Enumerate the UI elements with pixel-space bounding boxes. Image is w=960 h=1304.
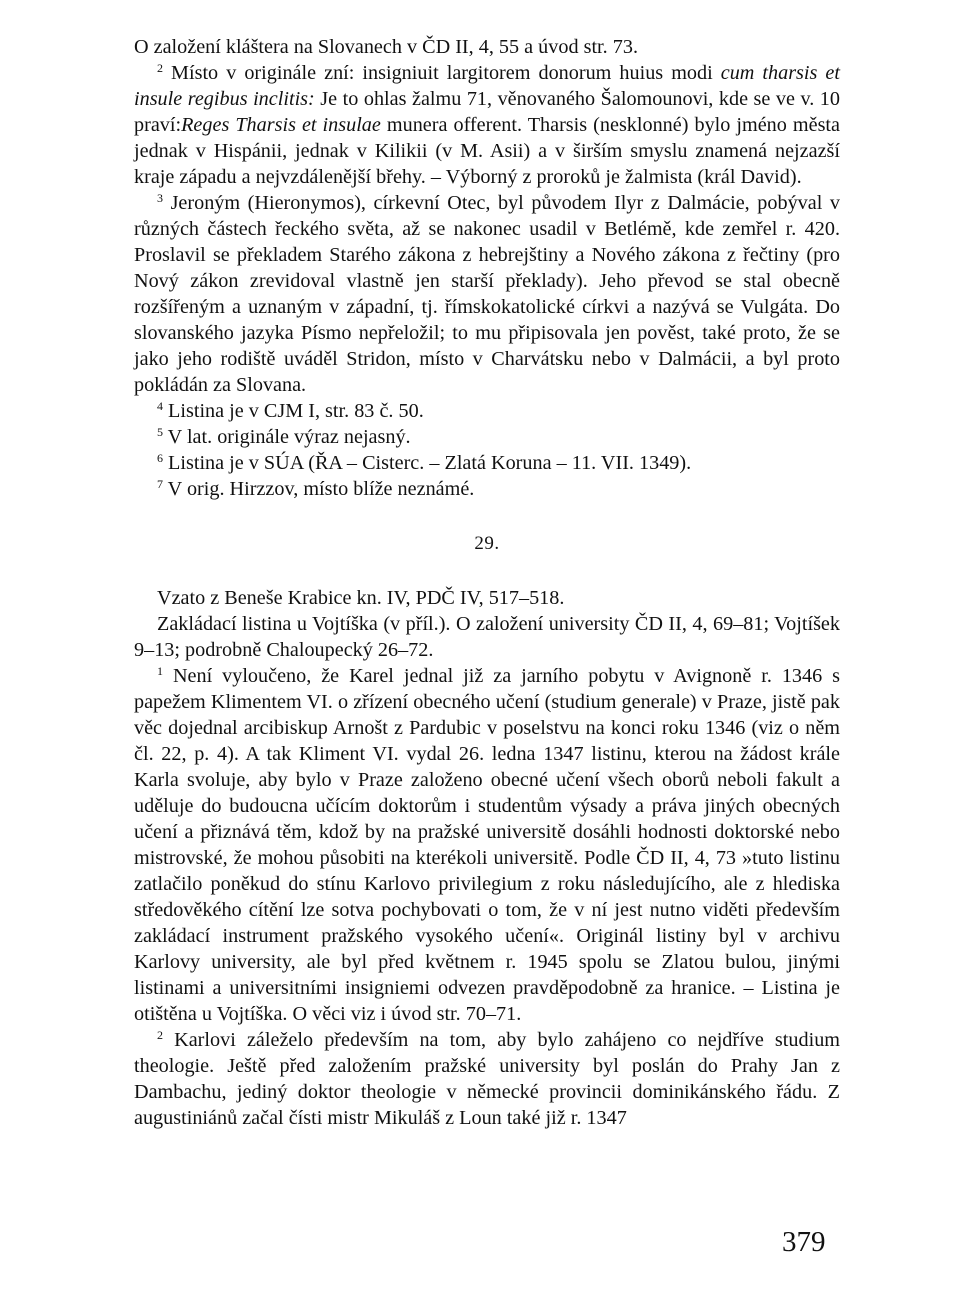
founding-charter-line: Zakládací listina u Vojtíška (v příl.). O založení university ČD II, 4, 69–81; Vojtíšek 9–13; podrobně Chaloupecký 26–72. bbox=[134, 613, 840, 661]
footnote-marker: 6 bbox=[157, 451, 163, 465]
intro-line: O založení kláštera na Slovanech v ČD II, 4, 55 a úvod str. 73. bbox=[134, 36, 638, 58]
footnote-2b bbox=[134, 1027, 840, 1131]
footnote-text: Karlovi záleželo především na tom, aby bylo zahájeno co nejdříve studium theologie. Ještě před založením pražské university byl poslán do Prahy Jan z Dambachu, jediný doktor theologie v německé provincii dominikánského řádu. Z augustiniánů začal čísti mistr Mikuláš z Loun také již r. 1347 bbox=[134, 1029, 840, 1129]
footnote-marker: 1 bbox=[157, 664, 163, 678]
footnote-text: V lat. originále výraz nejasný. bbox=[163, 426, 411, 448]
footnote-text: Místo v originále zní: insigniuit largitorem donorum huius modi bbox=[163, 62, 721, 84]
footnote-marker: 2 bbox=[157, 1028, 163, 1042]
footnote-7 bbox=[134, 476, 840, 502]
latin-quote: Reges Tharsis et insulae bbox=[181, 114, 381, 136]
footnote-text: Listina je v CJM I, str. 83 č. 50. bbox=[163, 400, 424, 422]
footnote-marker: 2 bbox=[157, 61, 163, 75]
footnote-marker: 3 bbox=[157, 191, 163, 205]
footnote-5 bbox=[134, 424, 840, 450]
document-page bbox=[134, 34, 840, 1131]
section-number: 29. bbox=[474, 533, 500, 554]
footnote-text: V orig. Hirzzov, místo blíže neznámé. bbox=[163, 478, 475, 500]
footnote-marker: 4 bbox=[157, 399, 163, 413]
footnote-4 bbox=[134, 398, 840, 424]
latin-quote: cum tharsis et insule regibus inclitis: bbox=[134, 62, 840, 110]
footnote-6 bbox=[134, 450, 840, 476]
footnote-text: Není vyloučeno, že Karel jednal již za jarního pobytu v Avignoně r. 1346 s papežem Klimentem VI. o zřízení obecného učení (studium generale) v Praze, jistě pak věc dojednal arcibiskup Arnošt z Pardubic v poselstvu na konci roku 1346 (viz o něm čl. 22, p. 4). A tak Kliment VI. vydal 26. ledna 1347 listinu, kterou na žádost krále Karla svoluje, aby bylo v Praze založeno obecné učení všech oborů neboli fakult a uděluje do budoucna učícím doktorům i studentům výsady a práva jiných obecných učení a přiznává těm, kdož by na pražské universitě dosáhli hodnosti doktorské nebo mistrovské, že mohou působiti na kterékoli universitě. Podle ČD II, 4, 73 »tuto listinu zatlačilo poněkud do stínu Karlovo privilegium z roku následujícího, ale z hlediska středověkého cítění lze sotva pochybovati o tom, že v ní jest nutno viděti především zakládací instrument pražského vysokého učení«. Originál listiny byl v archivu Karlovy university, ale byl před květnem r. 1945 spolu se Zlatou bulou, jinými listinami a universitními insigniemi odvezen pravděpodobně za hranice. – Listina je otištěna u Vojtíška. O věci viz i úvod str. 70–71. bbox=[134, 665, 840, 1025]
footnote-marker: 7 bbox=[157, 477, 163, 491]
footnote-2 bbox=[134, 60, 840, 190]
footnote-text: munera offerent. Tharsis (nesklonné) bylo jméno města jednak v Hispánii, jednak v Kilikii (v M. Asii) a v širším smyslu znamená nejzazší kraje západu a nejvzdálenější břehy. – Výborný z proroků je žalmista (král David). bbox=[134, 114, 840, 188]
footnote-1 bbox=[134, 663, 840, 1027]
footnote-text: Listina je v SÚA (ŘA – Cisterc. – Zlatá Koruna – 11. VII. 1349). bbox=[163, 452, 692, 474]
footnote-text: Je to ohlas žalmu 71, věnovaného Šalomounovi, kde se ve v. 10 praví: bbox=[134, 88, 840, 136]
page-number: 379 bbox=[782, 1226, 826, 1258]
footnote-marker: 5 bbox=[157, 425, 163, 439]
footnote-3 bbox=[134, 190, 840, 398]
footnote-text: Jeroným (Hieronymos), církevní Otec, byl původem Ilyr z Dalmácie, pobýval v různých částech řeckého světa, až se nakonec usadil v Betlémě, kde zemřel r. 420. Proslavil se překladem Starého zákona z hebrejštiny a Nového zákona z řečtiny (pro Nový zákon zrevidoval vlastně jen starší překlady). Jeho převod se stal obecně rozšířeným a uznaným v západní, tj. římskokatolické církvi a nazývá se Vulgáta. Do slovanského jazyka Písmo nepřeložil; to mu připisovala jen pověst, také proto, že se jako jeho rodiště uváděl Stridon, místo v Charvátsku nebo v Dalmácii, a byl proto pokládán za Slovana. bbox=[134, 192, 840, 396]
source-line: Vzato z Beneše Krabice kn. IV, PDČ IV, 517–518. bbox=[157, 587, 565, 609]
